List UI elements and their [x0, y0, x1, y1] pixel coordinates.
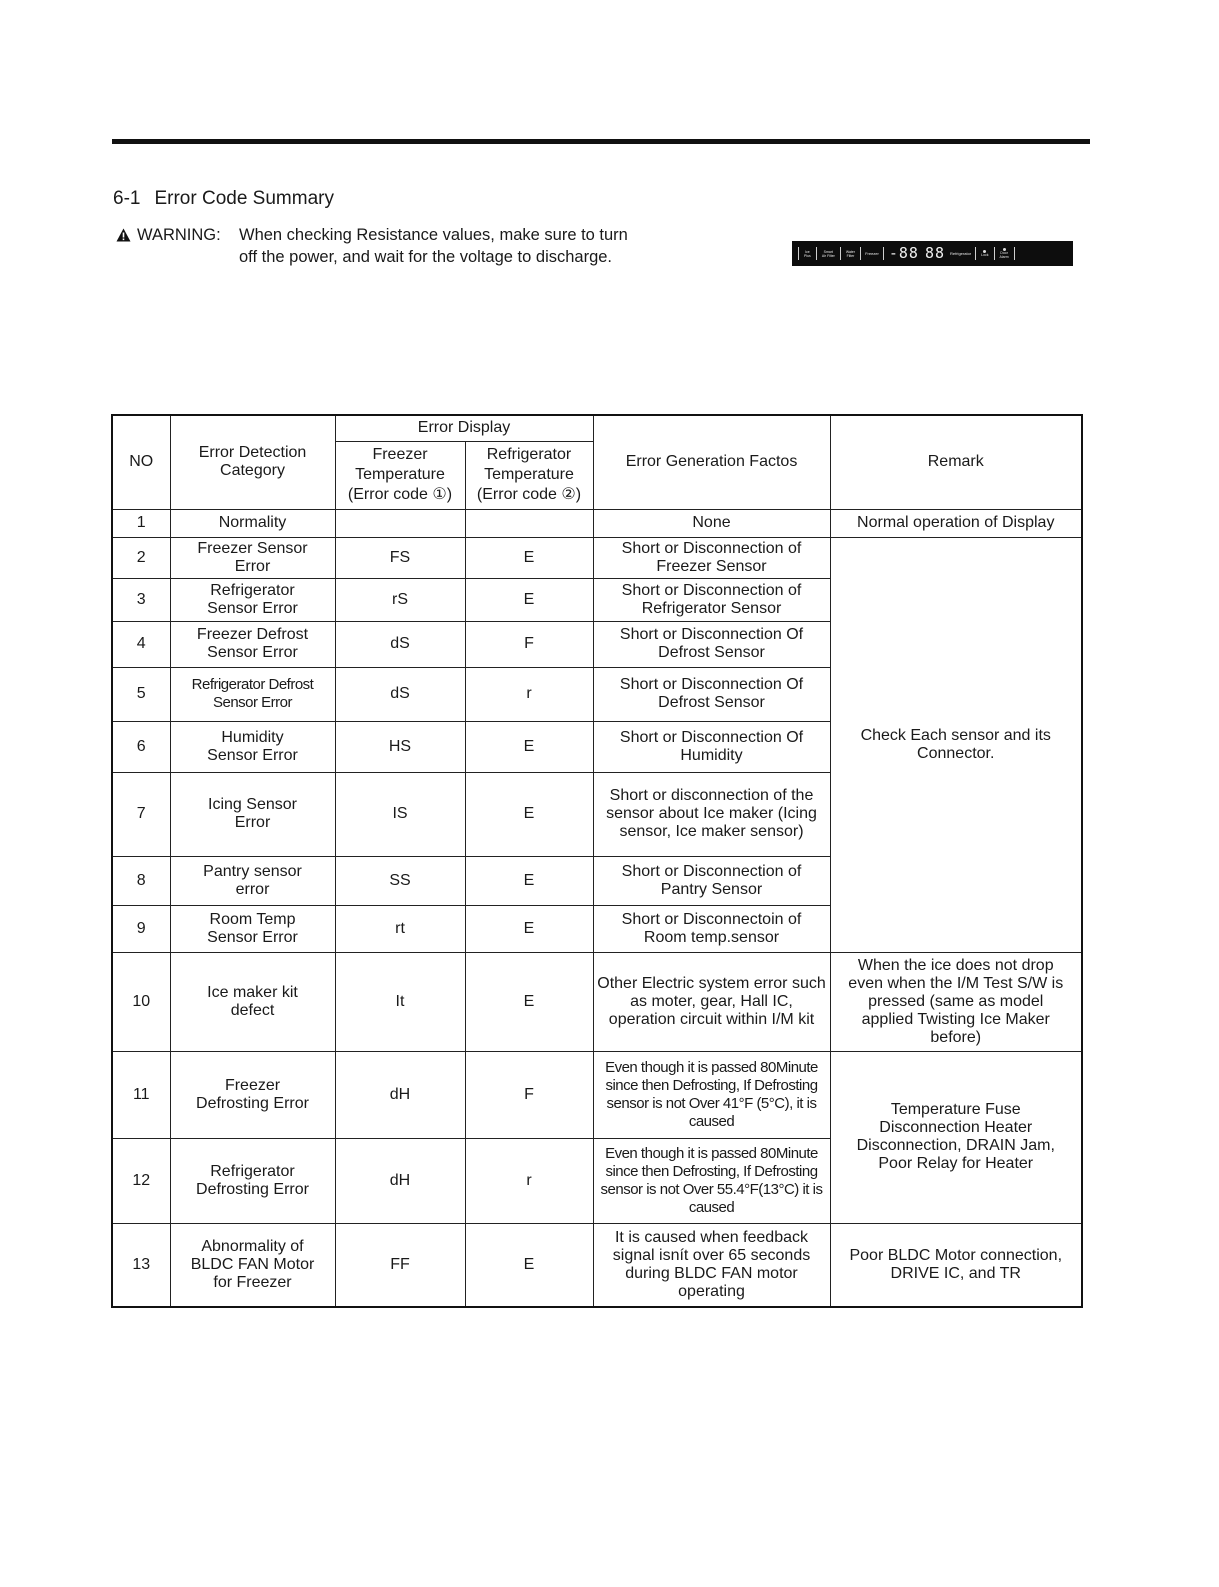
table-row: 3 Refrigerator Sensor Error rS E Short or Disconnection of Refrigerator Sensor [112, 578, 1082, 621]
panel-divider [883, 247, 884, 260]
table-row: 11 Freezer Defrosting Error dH F Even though it is passed 80Minute since then Defrosting, If Defrosting sensor is not Over 41°F (5°C), it is caused Temperature Fuse Disconnection Heater Disconnection, DRAIN Jam, Poor Relay for Heater [112, 1051, 1082, 1138]
table-row: 9 Room Temp Sensor Error rt E Short or Disconnectoin of Room temp.sensor [112, 905, 1082, 952]
remark-defrost: Temperature Fuse Disconnection Heater Disconnection, DRAIN Jam, Poor Relay for Heater [830, 1051, 1082, 1223]
panel-divider [1014, 247, 1015, 260]
panel-water-filter: Water Filter [845, 249, 856, 258]
header-no: NO [112, 415, 170, 509]
table-row: 7 Icing Sensor Error IS E Short or disconnection of the sensor about Ice maker (Icing sensor, Ice maker sensor) [112, 772, 1082, 856]
table-row: 8 Pantry sensor error SS E Short or Disconnection of Pantry Sensor [112, 856, 1082, 905]
control-panel-display [792, 241, 1073, 266]
top-rule [112, 139, 1090, 144]
table-row: 6 Humidity Sensor Error HS E Short or Disconnection Of Humidity [112, 721, 1082, 772]
header-category: Error Detection Category [170, 415, 335, 509]
section-number: 6-1 [113, 188, 141, 209]
panel-divider [860, 247, 861, 260]
section-heading [113, 188, 334, 210]
header-refrig-temp: Refrigerator Temperature (Error code ②) [465, 441, 593, 509]
warning-label-group [116, 225, 221, 247]
table-row: 4 Freezer Defrost Sensor Error dS F Short or Disconnection Of Defrost Sensor [112, 621, 1082, 667]
panel-divider [994, 247, 995, 260]
panel-divider [975, 247, 976, 260]
warning-icon [116, 228, 131, 242]
table-row: 13 Abnormality of BLDC FAN Motor for Freezer FF E It is caused when feedback signal isnít over 65 seconds during BLDC FAN motor operating Poor BLDC Motor connection, DRIVE IC, and TR [112, 1223, 1082, 1307]
panel-divider [798, 247, 799, 260]
warning-label: WARNING: [137, 226, 221, 244]
panel-air-filter: Smart Air Filter [821, 249, 835, 258]
panel-refrigerator-label: Refrigerator [950, 251, 972, 256]
panel-freezer-label: Freezer [865, 251, 879, 256]
warning-text: When checking Resistance values, make sure to turn off the power, and wait for the voltage to discharge. [239, 226, 628, 266]
header-freezer-code: (Error code ①) [347, 486, 453, 503]
panel-ice-plus: Ice Plus [804, 249, 811, 258]
panel-refrigerator-digits: 88 [924, 244, 945, 262]
section-title: Error Code Summary [154, 188, 334, 209]
panel-lock: Lock [981, 250, 988, 257]
panel-freezer-digits: -88 [888, 244, 919, 262]
table-row: 1 Normality None Normal operation of Display [112, 509, 1082, 537]
panel-divider [840, 247, 841, 260]
header-factors: Error Generation Factos [593, 415, 830, 509]
table-row: 2 Freezer Sensor Error FS E Short or Disconnection of Freezer Sensor Check Each sensor and its Connector. [112, 537, 1082, 578]
header-remark: Remark [830, 415, 1082, 509]
panel-divider [816, 247, 817, 260]
panel-door-alarm: Door Alarm [1000, 248, 1009, 259]
error-code-table [111, 414, 1083, 1308]
header-error-display: Error Display [335, 415, 593, 441]
header-refrig-code: (Error code ②) [476, 486, 582, 503]
table-row: 10 Ice maker kit defect It E Other Electric system error such as moter, gear, Hall IC, operation circuit within I/M kit When the ice does not drop even when the I/M Test S/W is pressed (same as model applied Twisting Ice Maker before) [112, 952, 1082, 1051]
header-freezer-temp: Freezer Temperature (Error code ①) [335, 441, 465, 509]
remark-check-sensors: Check Each sensor and its Connector. [830, 537, 1082, 952]
table-row: 5 Refrigerator Defrost Sensor Error dS r Short or Disconnection Of Defrost Sensor [112, 667, 1082, 721]
table-row: 12 Refrigerator Defrosting Error dH r Even though it is passed 80Minute since then Defrosting, If Defrosting sensor is not Over 55.4°F(13°C) it is caused [112, 1138, 1082, 1223]
